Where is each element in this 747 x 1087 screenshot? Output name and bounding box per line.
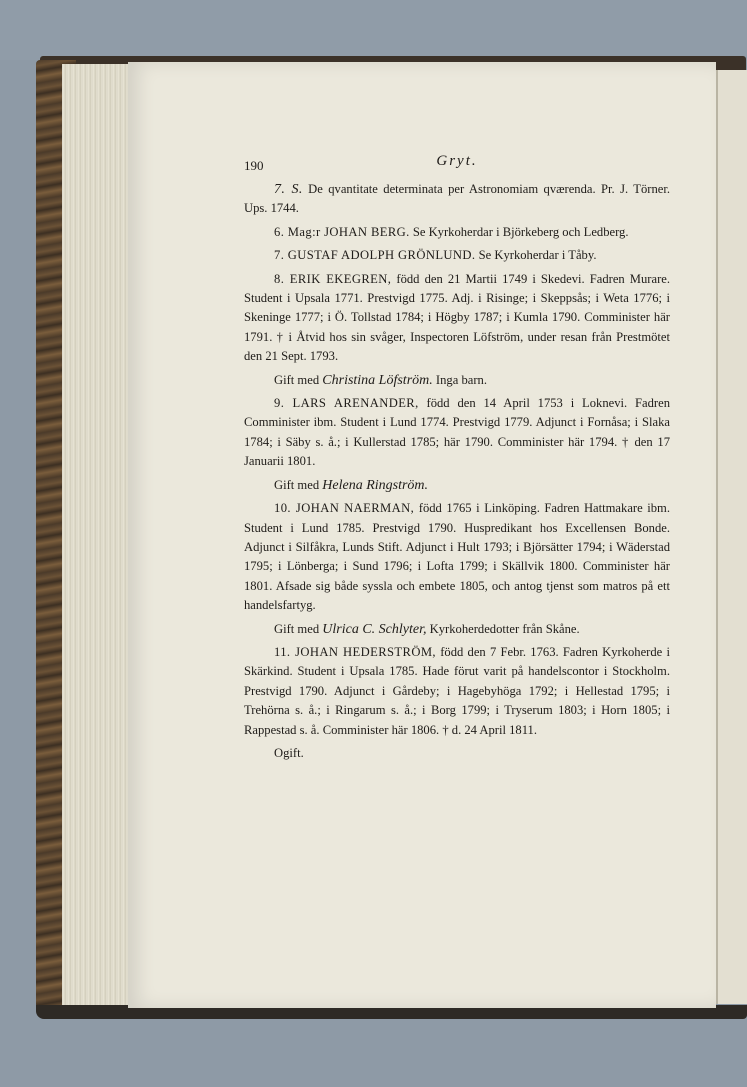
- marriage-suffix: Ogift.: [274, 745, 304, 760]
- entry: [244, 643, 670, 740]
- running-head: [244, 150, 670, 174]
- entry-lead: 8. ERIK EKEGREN,: [274, 271, 392, 286]
- facing-page-edge: [716, 70, 747, 1004]
- spouse-name: Helena Ringström.: [322, 477, 429, 493]
- entry-lead: 7. GUSTAF ADOLPH GRÖNLUND.: [274, 248, 476, 263]
- entry-text: född den 14 April 1753 i Loknevi. Fadren Comminister ibm. Student i Lund 1774. Prestvigd 1779. Adjunct i Fornåsa; i Slaka 1784; i Säby s. å.; i Kullerstad 1785; här 1790. Comminister här 1794. † den 17 Januarii 1801.: [244, 396, 670, 469]
- entry-lead: 7. S.: [274, 182, 303, 197]
- entry: [244, 180, 670, 219]
- entry-text: De qvantitate determinata per Astronomiam qværenda. Pr. J. Törner. Ups. 1744.: [244, 182, 671, 216]
- entry-lead: 10. JOHAN NAERMAN,: [274, 501, 415, 516]
- entry: [244, 246, 670, 265]
- marriage-prefix: Gift med: [274, 621, 323, 636]
- page-number: 190: [244, 158, 264, 173]
- marriage-note: [244, 476, 670, 495]
- marriage-note: [244, 744, 670, 763]
- entry-text: född den 7 Febr. 1763. Fadren Kyrkoherde i Skärkind. Student i Upsala 1785. Hade förut varit på handelscontor i Stockholm. Prestvigd 1790. Adjunct i Gårdeby; i Hagebyhöga 1792; i Hellestad 1795; i Trehörna s. å.; i Ringarum s. å.; i Borg 1799; i Tryserum 1803; i Horn 1805; i Rappestad s. å. Comminister här 1806. † d. 24 April 1811.: [244, 644, 670, 737]
- entry-lead: 6. Mag:r JOHAN BERG.: [274, 224, 410, 239]
- marriage-prefix: Gift med: [274, 372, 323, 387]
- page-content: [244, 150, 670, 767]
- background: [0, 0, 747, 60]
- entry: [244, 499, 670, 615]
- entry-text: född 1765 i Linköping. Fadren Hattmakare ibm. Student i Lund 1785. Prestvigd 1790. Huspredikant hos Excellensen Bonde. Adjunct i Silfåkra, Lunds Stift. Adjunct i Hult 1793; i Björsätter 1794; i Wäderstad 1795; i Lönberga; i Sund 1796; i Lofta 1799; i Skällvik 1800. Comminister här 1801. Afsade sig både syssla och embete 1805, och antog tjenst som matros på ett handelsfartyg.: [244, 501, 670, 613]
- entry-lead: 11. JOHAN HEDERSTRÖM,: [274, 644, 436, 659]
- running-title: Gryt.: [436, 153, 478, 169]
- entry-text: född den 21 Martii 1749 i Skedevi. Fadren Murare. Student i Upsala 1771. Prestvigd 1775. Adj. i Risinge; i Skeppsås; i Weta 1776; i Skeninge 1777; i Ö. Tollstad 1784; i Högby 1787; i Kumla 1790. Comminister här 1791. † i Åtvid hos sin svåger, Inspectoren Löfström, under resan från Prestmötet den 21 Sept. 1793.: [244, 271, 671, 364]
- marriage-note: [244, 371, 670, 390]
- entry: [244, 223, 670, 242]
- entry: [244, 270, 670, 367]
- spouse-name: Ulrica C. Schlyter,: [322, 621, 427, 637]
- marriage-suffix: Kyrkoherdedotter från Skåne.: [426, 621, 580, 636]
- marriage-note: [244, 620, 670, 639]
- marriage-suffix: Inga barn.: [432, 372, 487, 387]
- entry-text: Se Kyrkoherdar i Björkeberg och Ledberg.: [409, 224, 629, 239]
- spouse-name: Christina Löfström.: [322, 372, 433, 388]
- entry-text: Se Kyrkoherdar i Tåby.: [475, 248, 597, 263]
- entry-lead: 9. LARS ARENANDER,: [274, 396, 419, 411]
- entry: [244, 394, 670, 472]
- marriage-prefix: Gift med: [274, 477, 323, 492]
